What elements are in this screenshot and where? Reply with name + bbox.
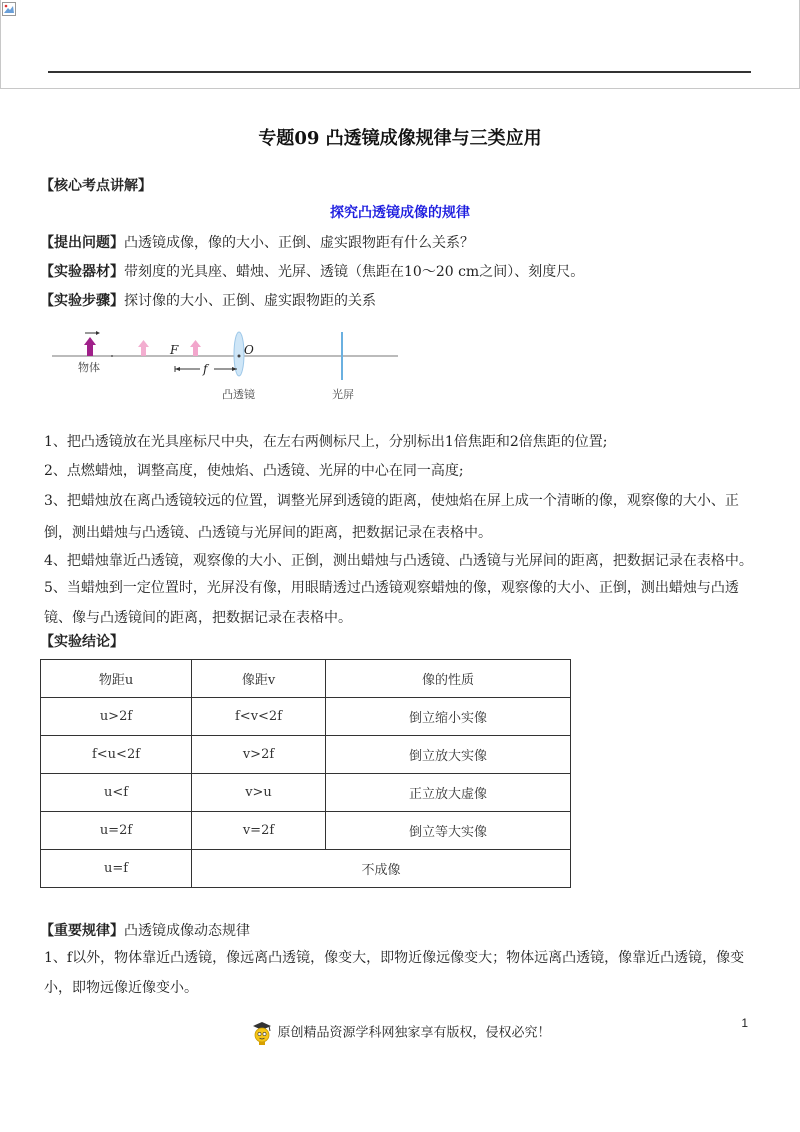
table-header-row [41,660,571,698]
equipment-text: 带刻度的光具座、蜡烛、光屏、透镜（焦距在10～20 cm之间）、刻度尺。 [124,264,585,280]
core-heading: 【核心考点讲解】 [40,178,152,194]
cell-nature: 正立放大虚像 [326,774,571,812]
object-candle-icon [84,331,100,356]
cell-u: u=2f [41,812,192,850]
table-row [41,850,571,888]
table-row [41,812,571,850]
header-image-distance: 像距v [192,660,326,698]
header-image-nature: 像的性质 [326,660,571,698]
image-arrow-2 [190,340,201,356]
step-5: 5、当蜡烛到一定位置时，光屏没有像，用眼睛透过凸透镜观察蜡烛的像，观察像的大小、正倒，测出蜡烛与凸透镜、像与凸透镜间的距离，把数据记录在表格中。 [44,580,739,626]
rule-label: 【重要规律】 [40,923,124,939]
cell-nature: 倒立放大实像 [326,736,571,774]
cell-u: u=f [41,850,192,888]
table-row [41,774,571,812]
cell-u: f<u<2f [41,736,192,774]
mascot-icon [249,1020,275,1046]
table-row [41,698,571,736]
object-label: 物体 [78,361,100,374]
focus-label: F [170,343,179,357]
broken-image-icon [2,2,16,16]
section-subtitle: 探究凸透镜成像的规律 [330,205,470,221]
image-arrow-1 [138,340,149,356]
steps-head-label: 【实验步骤】 [40,293,124,309]
lens-label: 凸透镜 [222,388,255,401]
cell-nature: 倒立缩小实像 [326,698,571,736]
cell-result: 不成像 [192,850,571,888]
header-rule [48,71,751,73]
cell-v: v>2f [192,736,326,774]
cell-u: u>2f [41,698,192,736]
question-label: 【提出问题】 [40,235,124,251]
question-text: 凸透镜成像，像的大小、正倒、虚实跟物距有什么关系？ [124,235,474,251]
conclusion-heading: 【实验结论】 [40,634,124,650]
table-row [41,736,571,774]
step-4: 4、把蜡烛靠近凸透镜，观察像的大小、正倒，测出蜡烛与凸透镜、凸透镜与光屏间的距离，把数据记录在表格中。 [44,553,753,569]
rule-text-head: 凸透镜成像动态规律 [124,923,250,939]
page-title: 专题09 凸透镜成像规律与三类应用 [258,128,542,149]
cell-u: u<f [41,774,192,812]
steps-head-line [40,290,376,310]
rule-paragraph: 1、f以外，物体靠近凸透镜，像远离凸透镜，像变大，即物近像远像变大；物体远离凸透镜，像靠近凸透镜，像变小，即物远像近像变小。 [44,950,745,996]
step-1: 1、把凸透镜放在光具座标尺中央，在左右两侧标尺上，分别标出1倍焦距和2倍焦距的位置; [44,434,608,450]
steps-head-text: 探讨像的大小、正倒、虚实跟物距的关系 [124,293,376,309]
center-label: O [244,343,254,357]
focal-length-label: f [203,362,208,376]
screen-label: 光屏 [332,388,354,401]
cell-v: v>u [192,774,326,812]
step-3: 3、把蜡烛放在离凸透镜较远的位置，调整光屏到透镜的距离，使烛焰在屏上成一个清晰的像，观察像的大小、正倒，测出蜡烛与凸透镜、凸透镜与光屏间的距离，把数据记录在表格中。 [44,493,739,541]
conclusion-table [40,659,571,888]
header-object-distance: 物距u [41,660,192,698]
equipment-line [40,261,584,281]
cell-nature: 倒立等大实像 [326,812,571,850]
step-2: 2、点燃蜡烛，调整高度，使烛焰、凸透镜、光屏的中心在同一高度; [44,463,464,479]
rule-line [40,920,250,940]
equipment-label: 【实验器材】 [40,264,124,280]
footer [0,1020,800,1046]
footer-text: 原创精品资源学科网独家享有版权，侵权必究！ [277,1025,551,1041]
question-line [40,232,474,252]
cell-v: f<v<2f [192,698,326,736]
cell-v: v=2f [192,812,326,850]
page-number: 1 [741,1016,748,1030]
optical-bench-diagram [52,328,404,408]
header-frame [0,0,800,89]
